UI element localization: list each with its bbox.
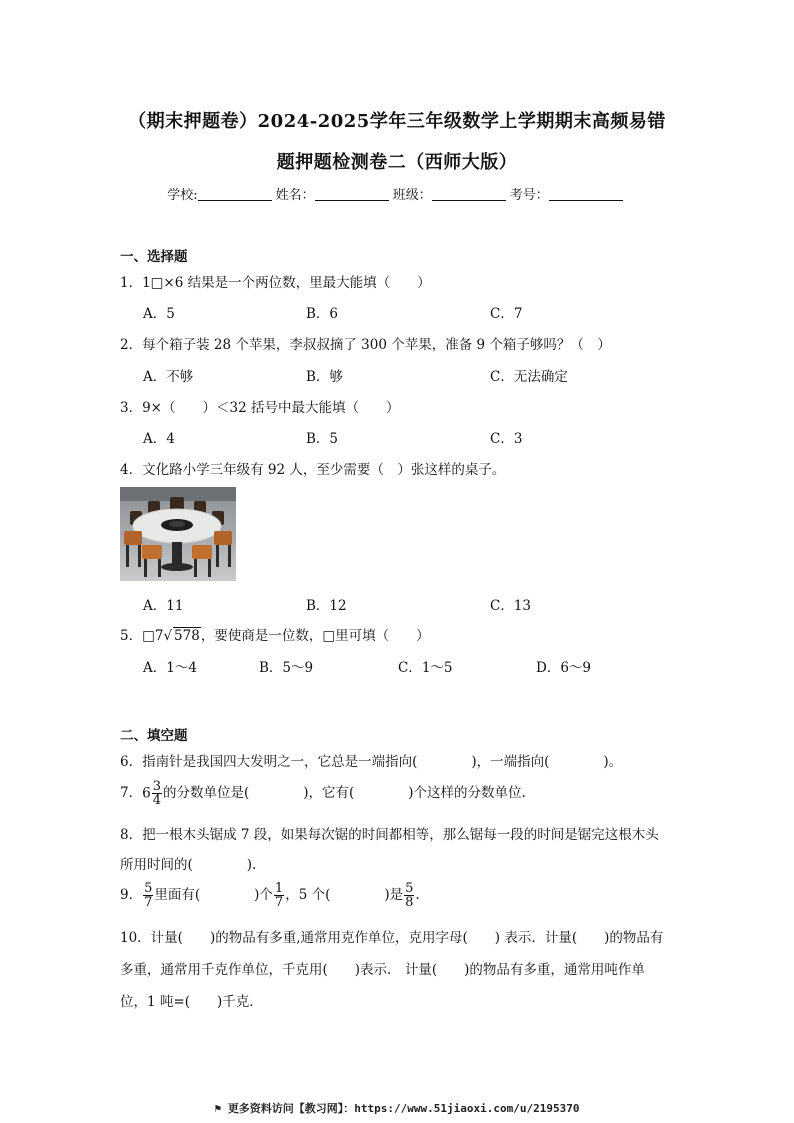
class-blank[interactable]: [432, 186, 506, 201]
flag-icon: ⚑: [214, 1102, 222, 1115]
q4-option-a[interactable]: A．11: [143, 598, 184, 614]
q5-radicand: 578: [174, 628, 200, 644]
school-label: 学校:: [167, 188, 198, 203]
q1-option-b[interactable]: B．6: [306, 306, 339, 322]
q4-option-b[interactable]: B．12: [306, 598, 347, 614]
q1-option-a[interactable]: A．5: [143, 306, 175, 322]
name-label: 姓名：: [275, 188, 315, 203]
q5-prefix: 5．□7: [120, 628, 164, 644]
student-info-line: [0, 184, 794, 203]
question-8-line2: 所用时间的( ).: [120, 857, 257, 873]
name-blank[interactable]: [315, 186, 389, 201]
q7-suffix: 的分数单位是( )，它有( )个这样的分数单位.: [162, 785, 526, 801]
question-5: [120, 624, 430, 644]
class-label: 班级：: [392, 188, 432, 203]
q5-option-a[interactable]: A．1～4: [143, 660, 197, 676]
q9-f3-numerator: 5: [405, 881, 414, 896]
question-3: 3．9×（ ）＜32 括号中最大能填（ ）: [120, 400, 400, 416]
q2-option-b[interactable]: B．够: [306, 369, 343, 385]
q9-fraction-1: [143, 882, 153, 909]
q5-suffix: ，要使商是一位数，□里可填（ ）: [200, 628, 430, 644]
q3-option-b[interactable]: B．5: [306, 431, 339, 447]
q7-whole: 6: [142, 785, 151, 802]
question-2: 2．每个箱子装 28 个苹果，李叔叔摘了 300 个苹果，准备 9 个箱子够吗？（ ）: [120, 337, 611, 353]
q9-f1-denominator: 7: [144, 895, 153, 910]
round-table-photo: [120, 487, 236, 581]
q9-f2-denominator: 7: [274, 895, 284, 910]
q1-option-c[interactable]: C．7: [490, 306, 523, 322]
round-table-illustration: [120, 487, 236, 581]
q5-option-c[interactable]: C．1～5: [398, 660, 453, 676]
school-blank[interactable]: [198, 186, 272, 201]
question-1: 1．1□×6 结果是一个两位数，里最大能填（ ）: [120, 275, 431, 291]
footer-link[interactable]: [0, 1100, 794, 1116]
q7-fraction: [152, 780, 162, 807]
q9-fraction-3: [404, 882, 414, 909]
number-blank[interactable]: [549, 186, 623, 201]
q3-option-c[interactable]: C．3: [490, 431, 523, 447]
sqrt-symbol: √: [163, 628, 173, 644]
question-10-line1: 10．计量( )的物品有多重,通常用克作单位，克用字母( ) 表示．计量( )的物品有: [120, 930, 664, 946]
question-8-line1: 8．把一根木头锯成 7 段，如果每次锯的时间都相等，那么锯每一段的时间是锯完这根木头: [120, 827, 659, 843]
q9-prefix: 9．: [120, 887, 143, 903]
q9-mid1: 里面有( )个: [154, 887, 273, 903]
q2-option-a[interactable]: A．不够: [143, 369, 194, 385]
q5-option-b[interactable]: B．5～9: [259, 660, 314, 676]
question-10-line2: 多重，通常用千克作单位，千克用( )表示． 计量( )的物品有多重，通常用吨作单: [120, 962, 645, 978]
footer-text[interactable]: 更多资料访问【教习网】：https://www.51jiaoxi.com/u/2195370: [227, 1102, 580, 1115]
question-4: 4．文化路小学三年级有 92 人，至少需要（ ）张这样的桌子。: [120, 462, 506, 478]
q9-f1-numerator: 5: [144, 881, 153, 896]
section-heading-fill: 二、填空题: [120, 728, 188, 744]
q7-denominator: 4: [152, 793, 161, 808]
q9-mid2: ，5 个( )是: [285, 887, 404, 903]
q5-option-d[interactable]: D．6～9: [536, 660, 592, 676]
q9-end: .: [415, 887, 420, 903]
doc-title-line2: 题押题检测卷二（西师大版）: [276, 152, 518, 173]
question-7: [120, 780, 526, 807]
q3-option-a[interactable]: A．4: [143, 431, 175, 447]
q9-fraction-2: [274, 882, 284, 909]
question-9: [120, 882, 420, 909]
question-10-line3: 位，1 吨=( )千克．: [120, 994, 263, 1010]
q7-numerator: 3: [152, 779, 161, 794]
q4-option-c[interactable]: C．13: [490, 598, 532, 614]
number-label: 考号：: [509, 188, 549, 203]
section-heading-choice: 一、选择题: [120, 249, 188, 265]
doc-title-line1: （期末押题卷）2024-2025学年三年级数学上学期期末高频易错: [128, 111, 666, 132]
q7-prefix: 7．: [120, 785, 143, 801]
q9-f2-numerator: 1: [274, 881, 284, 896]
q9-f3-denominator: 8: [405, 895, 414, 910]
q2-option-c[interactable]: C．无法确定: [490, 369, 568, 385]
question-6: 6．指南针是我国四大发明之一，它总是一端指向( )，一端指向( )。: [120, 754, 623, 770]
